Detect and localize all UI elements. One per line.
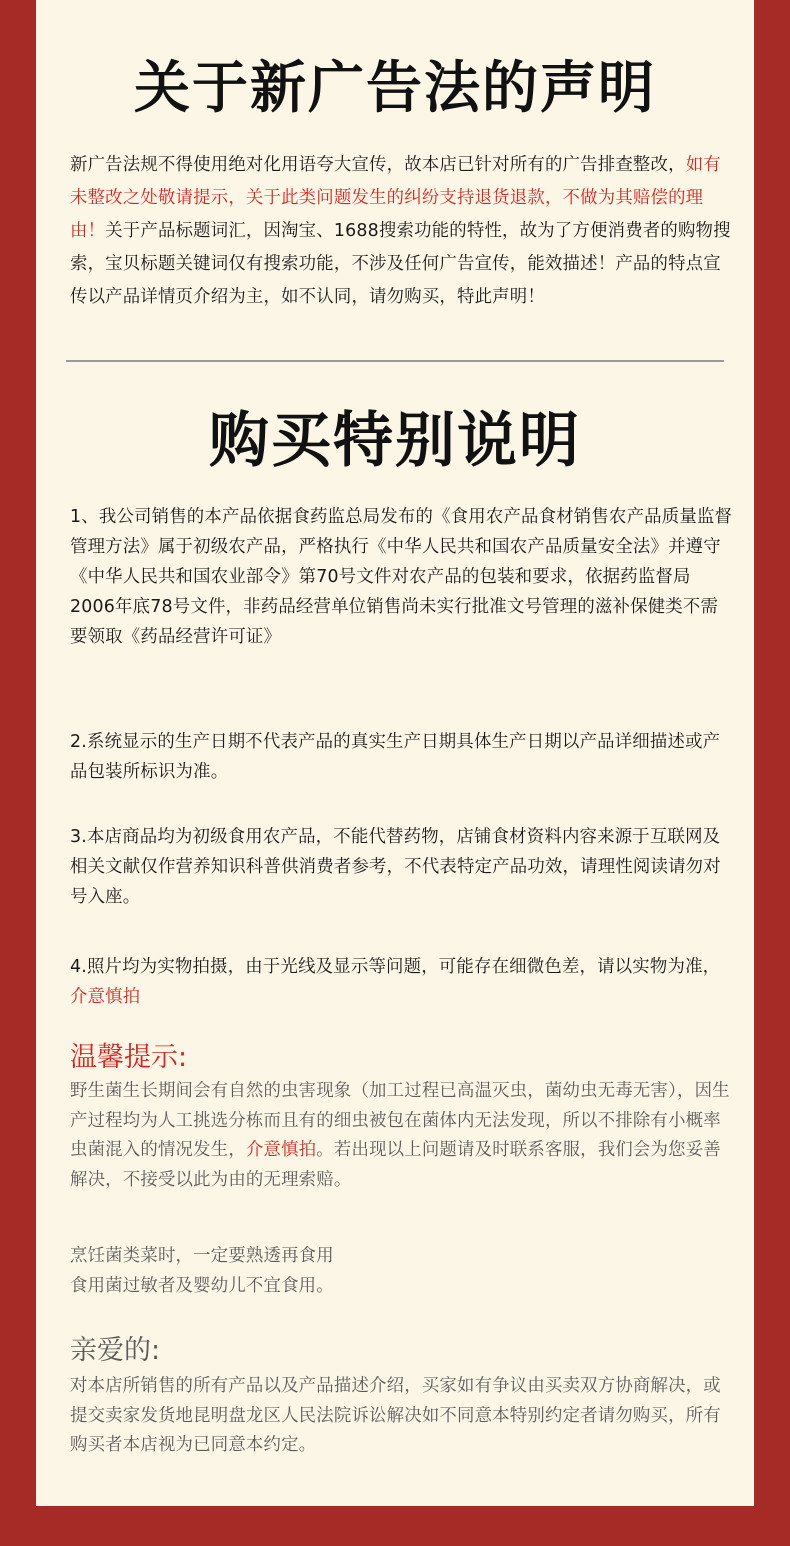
tips-cooking: 烹饪菌类菜时，一定要熟透再食用 — [70, 1246, 334, 1266]
declaration-text-a: 新广告法规不得使用绝对化用语夸大宣传，故本店已针对所有的广告排查整改， — [70, 155, 686, 175]
declaration-text-b: 关于产品标题词汇，因淘宝、1688搜索功能的特性，故为了方便消费者的购物搜索，宝贝标题关键词仅有搜索功能，不涉及任何广告宣传，能效描述！产品的特点宣传以产品详情页介绍为主，如不认同，请勿购买，特此声明！ — [70, 221, 731, 307]
notice-card — [36, 0, 754, 1506]
declaration-text — [70, 149, 734, 314]
purchase-item-4-red: 介意慎拍 — [70, 987, 141, 1007]
tips-text-b: 。若出现以上问题请及时联系客服，我们会为您妥善解决，不接受以此为由的无理索赔。 — [70, 1140, 721, 1190]
declaration-title: 关于新广告法的声明 — [134, 55, 656, 121]
tips-heading: 温馨提示: — [70, 1042, 188, 1073]
purchase-item-4-text: 4.照片均为实物拍摄，由于光线及显示等问题，可能存在细微色差，请以实物为准， — [70, 957, 721, 977]
tips-text-a: 野生菌生长期间会有自然的虫害现象（加工过程已高温灭虫，菌幼虫无毒无害），因生产过程均为人工挑选分栋而且有的细虫被包在菌体内无法发现，所以不排除有小概率虫菌混入的情况发生， — [70, 1081, 730, 1160]
declaration-text-red: 如有未整改之处敬请提示，关于此类问题发生的纠纷支持退货退款，不做为其赔偿的理由！ — [70, 155, 721, 241]
purchase-item-2: 2.系统显示的生产日期不代表产品的真实生产日期具体生产日期以产品详细描述或产品包装所标识为准。 — [70, 732, 721, 782]
purchase-item-4 — [70, 952, 734, 1012]
purchase-item-3: 3.本店商品均为初级食用农产品，不能代替药物，店铺食材资料内容来源于互联网及相关文献仅作营养知识科普供消费者参考，不代表特定产品功效，请理性阅读请勿对号入座。 — [70, 827, 721, 907]
dear-text: 对本店所销售的所有产品以及产品描述介绍，买家如有争议由买卖双方协商解决，或提交卖家发货地昆明盘龙区人民法院诉讼解决如不同意本特别约定者请勿购买，所有购买者本店视为已同意本约定。 — [70, 1376, 721, 1455]
purchase-item-1: 1、我公司销售的本产品依据食药监总局发布的《食用农产品食材销售农产品质量监督管理方法》属于初级农产品，严格执行《中华人民共和国农产品质量安全法》并遵守《中华人民共和国农业部令》第70号文件对农产品的包装和要求，依据药监督局2006年底78号文件，非药品经营单位销售尚未实行批准文号管理的滋补保健类不需要领取《药品经营许可证》 — [70, 507, 733, 647]
tips-allergy: 食用菌过敏者及婴幼儿不宜食用。 — [70, 1276, 334, 1296]
purchase-title: 购买特别说明 — [209, 406, 581, 476]
tips-text-red: 介意慎拍 — [245, 1140, 317, 1160]
section-divider — [66, 360, 724, 362]
dear-heading: 亲爱的: — [70, 1335, 161, 1366]
tips-text — [70, 1077, 734, 1195]
